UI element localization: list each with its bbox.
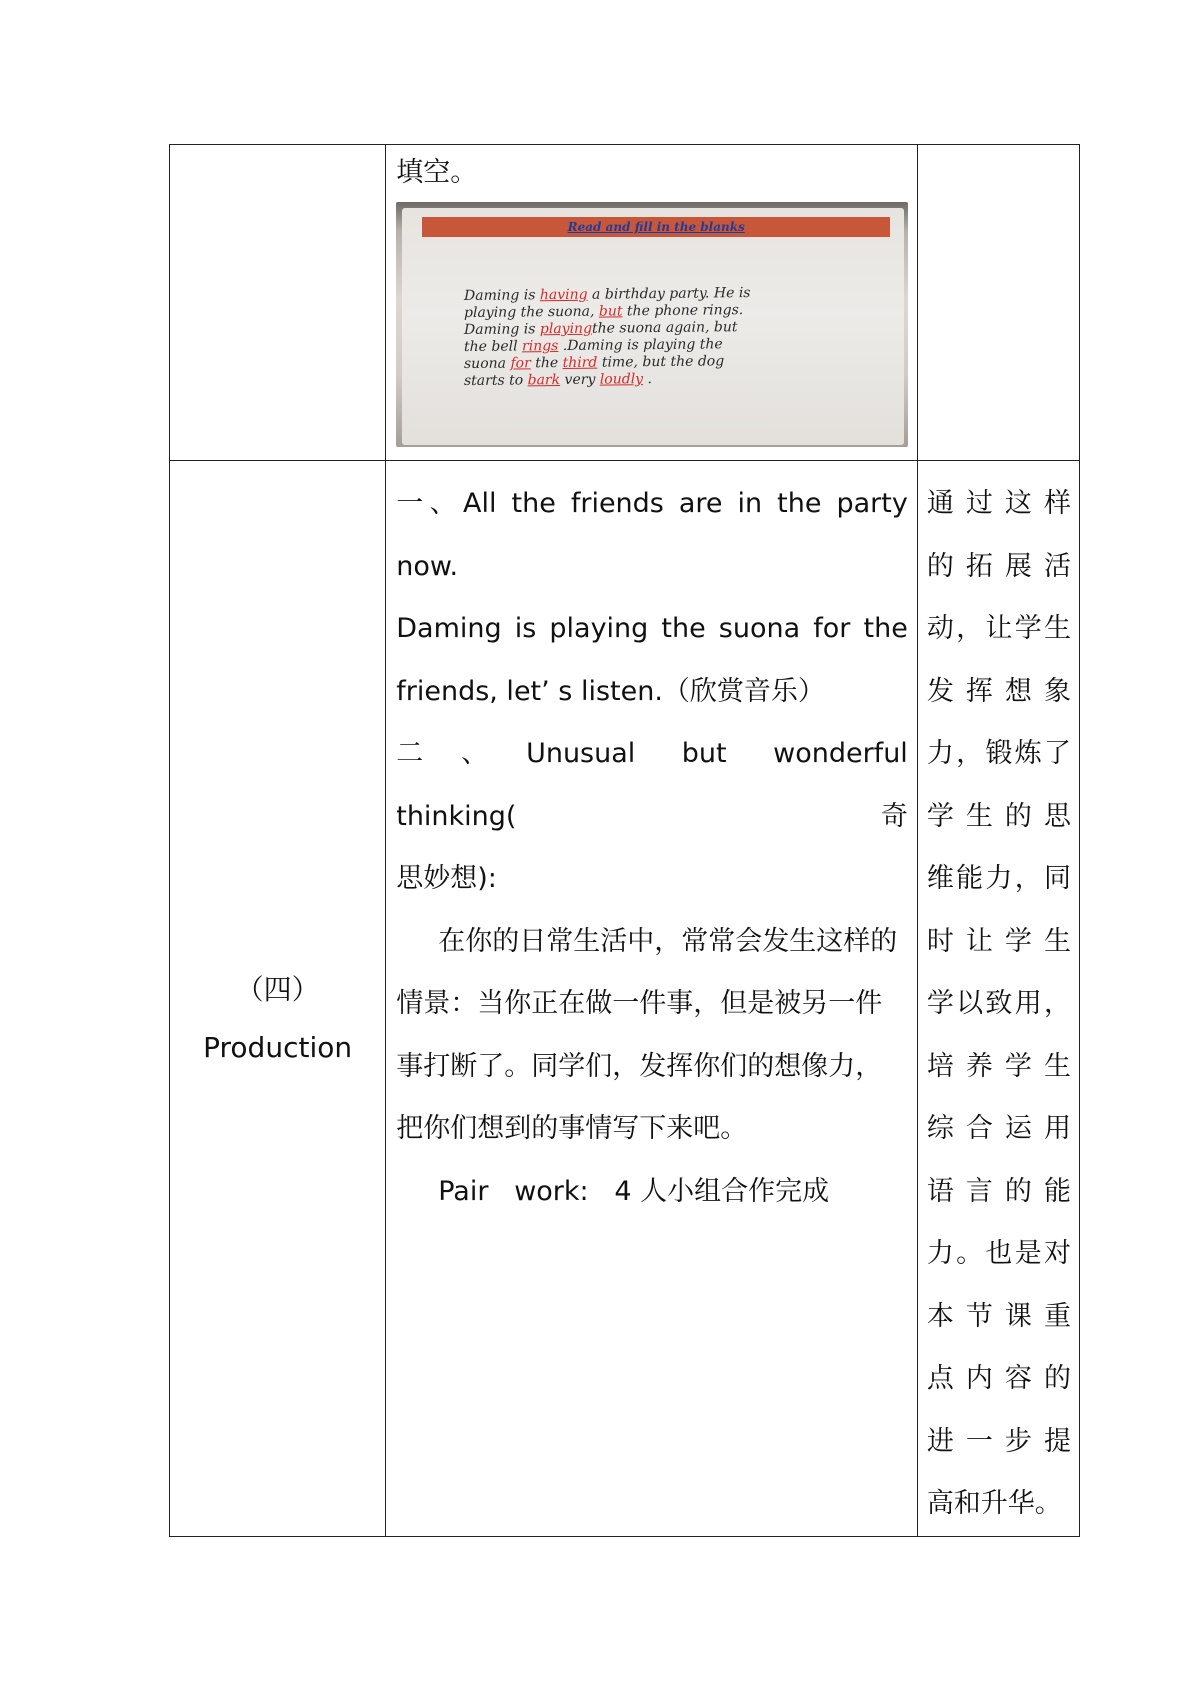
- activity-line: 思妙想):: [396, 863, 497, 894]
- slide-text-segment: suona: [464, 355, 511, 373]
- activity-cell: [386, 461, 918, 1537]
- slide-title: Read and fill in the blanks: [422, 217, 890, 237]
- slide-photo: [396, 202, 908, 447]
- design-purpose-text: [918, 461, 1079, 1536]
- slide-text-segment: time, but the dog: [597, 353, 725, 371]
- purpose-line: 语言的能: [926, 1175, 1071, 1207]
- pair-work-line: Pair work: 4 人小组合作完成: [438, 1175, 830, 1207]
- activity-line: friends, let’ s listen.（欣赏音乐）: [396, 675, 825, 707]
- purpose-line: 维能力，同: [926, 863, 1071, 894]
- purpose-line: 力，锻炼了: [926, 738, 1071, 769]
- slide-text-segment: starts to: [464, 372, 528, 390]
- purpose-line: 动，让学生: [926, 613, 1071, 644]
- purpose-line: 发挥想象: [926, 675, 1071, 707]
- lesson-plan-table: [169, 144, 1080, 1537]
- activity-line: Daming is playing the suona for the: [396, 613, 908, 644]
- activity-line: 事打断了。同学们，发挥你们的想像力，: [396, 1050, 883, 1082]
- slide-text-segment: a birthday party. He is: [587, 285, 751, 303]
- slide-answer: but: [599, 303, 623, 320]
- activity-line: 把你们想到的事情写下来吧。: [396, 1113, 748, 1144]
- purpose-line: 的拓展活: [926, 550, 1071, 582]
- activity-cell: [386, 145, 918, 461]
- slide-screen: [402, 208, 904, 445]
- slide-text-line: [464, 369, 854, 390]
- slide-text-segment: the phone rings.: [622, 302, 744, 320]
- purpose-line: 进一步提: [926, 1425, 1071, 1457]
- slide-answer: rings: [522, 338, 559, 355]
- stage-cell: [170, 461, 386, 1537]
- slide-answer: for: [510, 355, 531, 372]
- purpose-line: 学生的思: [926, 800, 1071, 832]
- slide-text-segment: playing the suona,: [464, 303, 600, 322]
- purpose-line: 综合运用: [926, 1113, 1071, 1144]
- slide-answer: having: [540, 286, 588, 304]
- activity-line: 情景：当你正在做一件事，但是被另一件: [396, 988, 883, 1019]
- table-row: [170, 461, 1080, 1537]
- slide-answer: loudly: [600, 371, 644, 388]
- slide-text-segment: .: [643, 371, 653, 388]
- purpose-line: 培养学生: [926, 1050, 1071, 1082]
- slide-text-segment: Daming is: [464, 287, 541, 305]
- slide-text-segment: very: [560, 371, 601, 389]
- purpose-line: 时让学生: [926, 925, 1071, 957]
- activity-line: 一、All the friends are in the party now.: [396, 488, 908, 582]
- activity-line: 在你的日常生活中，常常会发生这样的: [438, 925, 898, 957]
- slide-answer: third: [562, 354, 598, 372]
- purpose-line: 通过这样: [926, 488, 1071, 519]
- slide-text-segment: Daming is: [464, 321, 541, 339]
- slide-text-segment: the: [531, 355, 563, 372]
- slide-exercise-text: [464, 284, 854, 390]
- activity-text: [386, 461, 917, 1223]
- purpose-line: 本节课重: [926, 1300, 1071, 1332]
- slide-text-segment: the bell: [464, 338, 523, 356]
- stage-number: （四）: [235, 973, 320, 1007]
- purpose-line: 学以致用，: [926, 988, 1071, 1019]
- fill-blank-label: 填空。: [396, 157, 478, 188]
- stage-cell-empty: [170, 145, 386, 461]
- purpose-cell-empty: [917, 145, 1079, 461]
- table-row: [170, 145, 1080, 461]
- slide-answer: playing: [540, 320, 593, 338]
- purpose-line: 高和升华。: [926, 1488, 1062, 1519]
- slide-text-segment: the suona again, but: [592, 319, 738, 337]
- stage-name: Production: [203, 1031, 353, 1065]
- purpose-cell: [917, 461, 1079, 1537]
- purpose-line: 点内容的: [926, 1363, 1071, 1394]
- purpose-line: 力。也是对: [926, 1238, 1071, 1269]
- slide-text-segment: .Daming is playing the: [558, 336, 723, 355]
- slide-answer: bark: [527, 372, 561, 389]
- activity-line: 二、Unusual but wonderful thinking(奇: [396, 738, 908, 832]
